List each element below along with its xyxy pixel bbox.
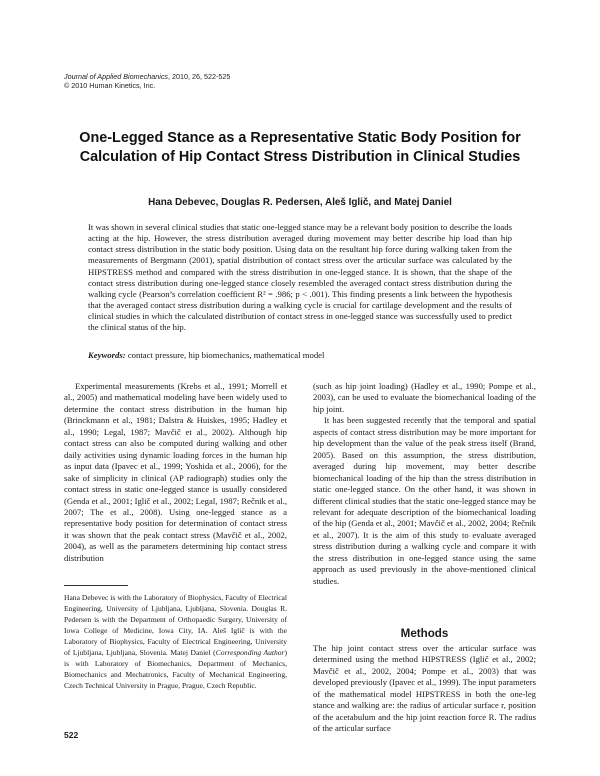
footnote-text-end: ) is with Laboratory of Biomechanics, Department of Mechanics, Biomechanics and Mechatronics, Faculty of Mechanical Engineering, Czech Technical University in Prague, Prague, Czech Republic.	[64, 648, 287, 691]
footnote-text-start: Hana Debevec is with the Laboratory of Biophysics, Faculty of Electrical Engineering, University of Ljubljana, Ljubljana, Slovenia. Douglas R. Pedersen is with the Department of Orthopaedic Surgery, University of Iowa College of Medicine, Iowa City, IA. Aleš Iglič is with the Laboratory of Biophysics, Faculty of Electrical Engineering, University of Ljubljana, Ljubljana, Slovenia. Matej Daniel (	[64, 593, 287, 658]
body-paragraph: It has been suggested recently that the temporal and spatial aspects of contact stress distribution may be more important for hip development than the value of the peak stress itself (Brand, 2005). Based on this assumption, the stress distribution, averaged during hip movement, may better describe biomechanical loading of the hip than the stress distribution in static one-legged stance. On the other hand, it was shown in different clinical studies that the static one-legged stance may be relevant for adequate description of the biomechanical loading of the hip (Genda et al., 2001; Mavčič et al., 2002, 2004; Rečnik et al., 2007). It is the aim of this study to evaluate averaged stress distribution during a walking cycle and compare it with the stress distribution in one-legged stance using the same approach as used previously in the above-mentioned clinical studies.	[313, 415, 536, 586]
journal-details: , 2010, 26, 522-525	[168, 72, 231, 81]
page-number: 522	[64, 730, 79, 740]
abstract-text: It was shown in several clinical studies that static one-legged stance may be a relevant body position to describe the loads acting at the hip. However, the stress distribution averaged during movement may better describe hip load than hip contact stress distribution in the static body position. Using data on the resultant hip force during walking taken from the measurements of Bergmann (2001), spatial distribution of contact stress over the articular surface was calculated by the HIPSTRESS method and compared with the stress distribution in one-legged stance. It is shown, that the shape of the contact stress distribution during one-legged stance closely resembled the averaged contact stress distribution during the walking cycle (Pearson’s correlation coefficient R² = .986; p < .001). This finding presents a link between the hypothesis that the averaged contact stress distribution during a walking cycle is crucial for cartilage development and the results of clinical studies in which the calculated distribution of contact stress in one-legged stance was successfully used to predict the clinical status of the hip.	[88, 222, 512, 333]
methods-paragraph: The hip joint contact stress over the articular surface was determined using the method HIPSTRESS (Iglič et al., 2002; Mavčič et al., 2002, 2004; Pompe et al., 2003) that was developed previously (Ipavec et al., 1999). The input parameters of the mathematical model HIPSTRESS in both the one-leg stance and walking are: the radius of articular surface r, position of the acetabulum and the hip joint reaction force R. The radius of the articular surface	[313, 643, 536, 734]
journal-header	[64, 72, 230, 90]
author-affiliations-footnote	[64, 592, 287, 691]
footnote-rule	[64, 585, 128, 586]
body-paragraph: (such as hip joint loading) (Hadley et al., 1990; Pompe et al., 2003), can be used to evaluate the biomechanical loading of the hip joint.	[313, 381, 536, 414]
keywords	[88, 350, 512, 361]
footnote-emphasis: Corresponding Author	[215, 648, 285, 658]
copyright-line: © 2010 Human Kinetics, Inc.	[64, 81, 156, 90]
journal-name: Journal of Applied Biomechanics	[64, 72, 169, 81]
section-heading-methods: Methods	[400, 627, 449, 640]
article-title: One-Legged Stance as a Representative Static Body Position for Calculation of Hip Contact Stress Distribution in Clinical Studies	[79, 130, 521, 165]
article-authors: Hana Debevec, Douglas R. Pedersen, Aleš Iglič, and Matej Daniel	[148, 197, 452, 208]
keywords-list: contact pressure, hip biomechanics, mathematical model	[125, 350, 325, 360]
body-column-left	[64, 381, 287, 564]
body-paragraph: Experimental measurements (Krebs et al., 1991; Morrell et al., 2005) and mathematical modeling have been widely used to determine the contact stress distribution in the human hip (Brinckmann et al., 1981; Dalstra & Huiskes, 1995; Hadley et al., 1990; Legal, 1987; Mavčič et al., 2002). Although hip contact stress can also be computed during walking and other daily activities using dynamic loading forces in the human hip as input data (Ipavec et al., 1999; Yoshida et al., 2006), for the sake of simplicity in clinical (AP radiograph) studies only the contact stress in static one-legged stance is usually considered (Genda et al., 2001; Iglič et al., 2002; Legal, 1987; Rečnik et al., 2007; The et al., 2008). Using one-legged stance as a representative body position for determination of contact stress it was shown that the peak contact stress (Mavčič et al., 2002, 2004), as well as the parameters determining hip contact stress distribution	[64, 381, 287, 563]
abstract	[88, 222, 512, 334]
body-column-right	[313, 381, 536, 587]
journal-citation	[64, 72, 230, 81]
methods-column	[313, 643, 536, 735]
keywords-label: Keywords:	[88, 350, 126, 360]
